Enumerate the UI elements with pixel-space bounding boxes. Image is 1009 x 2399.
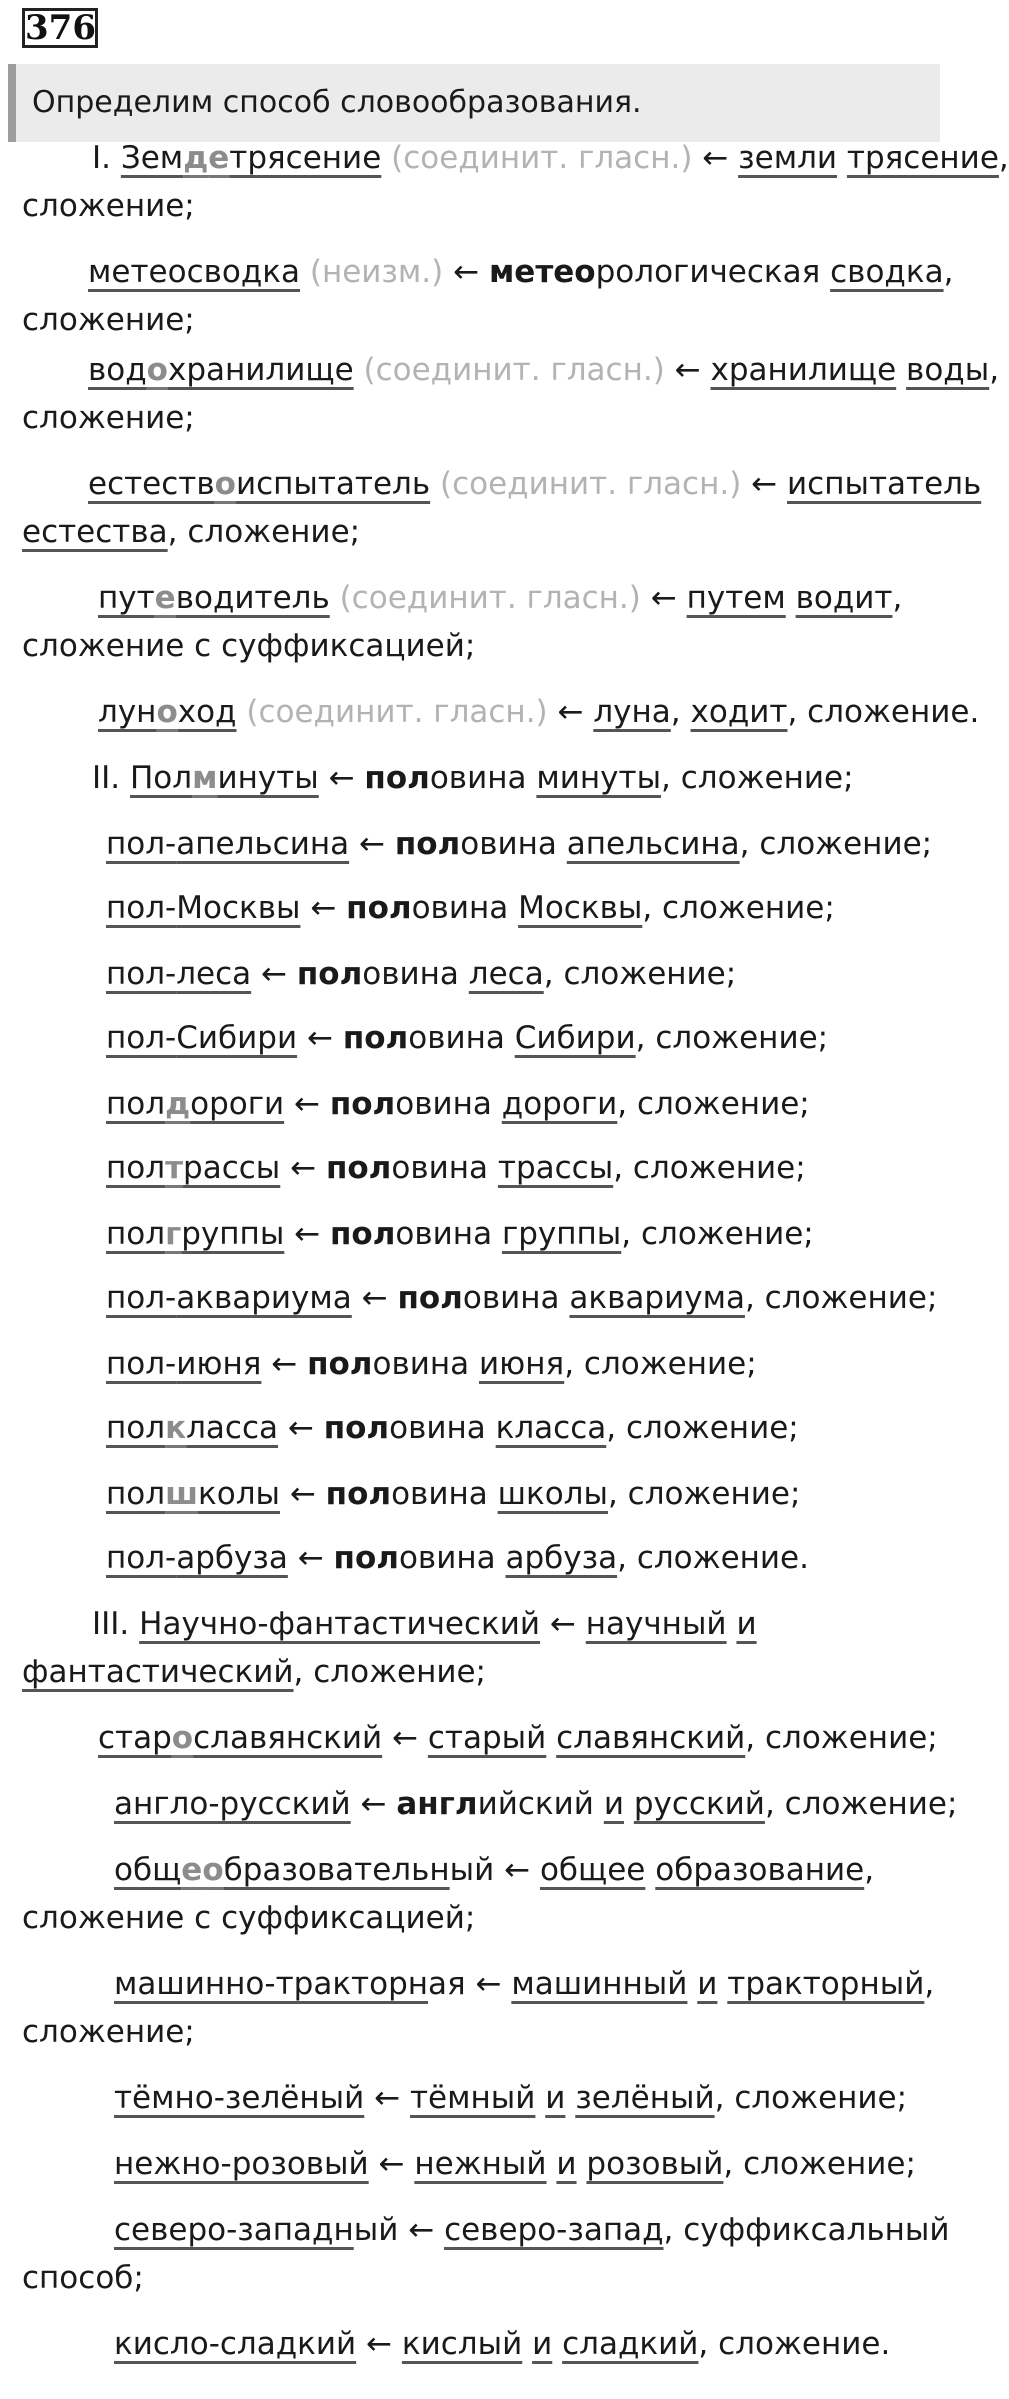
text-segment: и [545,2080,566,2116]
connecting-vowel: о [156,694,178,730]
text-segment: ← [494,1852,540,1888]
text-segment: арбуза [176,1540,288,1576]
text-segment: руппы [181,1216,285,1252]
connecting-vowel: д [165,1086,191,1122]
text-segment: , [989,352,1000,388]
text-segment: Москвы [176,890,301,926]
text-segment: ый [353,2212,399,2248]
text-segment: , сложение; [764,1786,958,1822]
text-segment: ← [702,140,739,176]
text-segment [896,352,906,388]
text-segment: пол [333,1540,399,1576]
text-segment: ← [297,1020,343,1056]
text-segment: , сложение; [617,1086,810,1122]
text-segment: водит [795,580,893,616]
text-segment: ← [351,1280,398,1316]
text-segment: испытатель [235,466,431,502]
text-segment: ← [350,1786,397,1822]
text-segment: ← [287,1540,334,1576]
text-segment: англо-русский [114,1786,351,1822]
text-segment: овина [411,890,519,926]
text-segment: ← [674,352,711,388]
text-segment: хранилище [167,352,354,388]
text-segment: способ; [22,2260,144,2296]
text-segment: апельсина [566,826,740,862]
text-segment: луна [593,694,671,730]
connecting-vowel: т [165,1150,184,1186]
text-segment: пол [106,1410,166,1446]
text-segment: хранилище [710,352,897,388]
text-segment: испытатель [787,466,982,502]
text-segment: пут [98,580,155,616]
text-segment: ← [356,2326,402,2362]
text-segment: пол [323,1410,390,1446]
text-segment: сложение; [22,2014,195,2050]
text-segment: рологическая [595,254,831,290]
task-number-badge: 376 [22,8,98,48]
text-segment: бразовательн [223,1852,450,1888]
text-segment: пол [342,1020,409,1056]
text-segment: , суффиксальный [663,2212,950,2248]
text-segment: пол [296,956,363,992]
text-segment: колы [198,1476,280,1512]
text-line [22,2074,948,2122]
text-line [22,1894,948,1942]
text-line [22,296,948,344]
connecting-vowel: к [165,1410,187,1446]
comment-text: (соединит. гласн.) [381,140,703,176]
text-segment: пол [330,1216,396,1252]
text-segment: северо-западн [114,2212,354,2248]
connecting-vowel: ш [165,1476,198,1512]
text-segment: ходит [690,694,788,730]
comment-text: (неизм.) [300,254,454,290]
text-segment: машинно-тракторн [114,1966,429,2002]
text-segment: Пол [130,760,193,796]
text-line [22,1960,948,2008]
text-segment: общее [539,1852,646,1888]
text-segment: трясение [229,140,382,176]
text-segment: пол- [106,1346,177,1382]
text-segment: розовый [586,2146,724,2182]
connecting-vowel: о [214,466,236,502]
text-segment: англ [396,1786,478,1822]
connecting-vowel: е [154,580,176,616]
text-segment: пол- [106,826,177,862]
text-segment: тёмный [409,2080,536,2116]
text-segment: русский [633,1786,765,1822]
text-segment: , сложение; [564,1346,757,1382]
text-segment: сладкий [562,2326,699,2362]
text-segment: трясение [846,140,999,176]
text-segment: ← [349,826,395,862]
text-segment: аквариума [176,1280,352,1316]
text-segment: арбуза [505,1540,618,1576]
text-segment: овина [460,826,567,862]
text-segment: , сложение. [787,694,980,730]
text-segment [837,140,847,176]
text-segment: , сложение; [714,2080,908,2116]
text-segment: , сложение; [293,1654,486,1690]
text-line [22,248,954,296]
text-segment: овина [429,760,537,796]
text-line [22,346,1000,394]
text-segment: ласса [186,1410,279,1446]
text-segment [727,1606,737,1642]
text-segment: пол [329,1086,396,1122]
text-segment: и [556,2146,577,2182]
text-segment: сложение; [22,400,195,436]
text-segment: сводка [830,254,944,290]
connecting-vowel: е [208,140,230,176]
text-segment: ← [318,760,365,796]
text-segment: сложение с суффиксацией; [22,628,476,664]
text-segment: пол [106,1476,166,1512]
text-line [22,1210,948,1258]
text-segment: леса [176,956,252,992]
connecting-vowel: д [183,140,209,176]
text-segment: кисло-сладкий [114,2326,357,2362]
text-segment: пол- [106,890,177,926]
text-line [22,2008,948,2056]
text-segment: ороги [190,1086,285,1122]
text-line [22,1648,948,1696]
text-segment: Научно-фантастический [139,1606,541,1642]
text-segment: ← [251,956,297,992]
text-segment: фантастический [22,1654,294,1690]
text-segment: пол [307,1346,373,1382]
text-segment: , сложение; [745,1720,938,1756]
text-line [22,134,1009,182]
text-segment: сложение; [22,302,195,338]
text-segment: ← [382,1720,428,1756]
text-segment: дороги [501,1086,618,1122]
text-segment: нежно-розовый [114,2146,369,2182]
text-segment: , сложение; [543,956,737,992]
connecting-vowel: о [202,1852,224,1888]
text-segment [552,2326,562,2362]
text-segment: пол [325,1476,392,1512]
comment-text: (соединит. гласн.) [329,580,651,616]
text-segment: , [998,140,1009,176]
text-line [22,2320,948,2368]
text-segment [624,1786,634,1822]
text-segment: сложение; [22,188,195,224]
text-segment: минуты [536,760,662,796]
text-segment: ← [465,1966,512,2002]
text-line [22,1534,948,1582]
text-segment: группы [501,1216,622,1252]
text-segment: пол- [106,956,177,992]
text-segment: июня [479,1346,565,1382]
text-segment: научный [585,1606,727,1642]
text-segment: пол [325,1150,392,1186]
text-segment: , сложение; [613,1150,806,1186]
text-segment: Сибири [176,1020,298,1056]
text-segment: образование [655,1852,865,1888]
text-segment: ход [177,694,237,730]
text-line [22,688,980,736]
text-line [22,1080,948,1128]
text-segment: , сложение; [744,1280,938,1316]
text-segment: ← [261,1346,308,1382]
text-segment: ← [751,466,788,502]
text-segment: пол- [106,1540,177,1576]
text-segment [522,2326,532,2362]
text-segment: апельсина [176,826,350,862]
text-line [22,820,948,868]
text-segment: пол- [106,1020,177,1056]
text-line [22,2206,948,2254]
text-segment: , сложение; [723,2146,916,2182]
text-segment: ый [449,1852,495,1888]
text-segment: общ [114,1852,182,1888]
text-segment [645,1852,655,1888]
text-segment: и [697,1966,718,2002]
text-segment: , [670,694,691,730]
text-line [22,1404,948,1452]
text-segment: пол [106,1216,166,1252]
text-segment: стар [98,1720,172,1756]
text-line [22,754,948,802]
text-segment: ← [368,2146,415,2182]
text-segment: метео [88,254,187,290]
text-segment: пол- [106,1280,177,1316]
text-segment: пол [394,826,461,862]
connecting-vowel: е [181,1852,203,1888]
connecting-vowel: о [146,352,168,388]
task-header: Определим способ словообразования. [8,64,940,142]
text-segment: Зем [120,140,184,176]
text-segment: Москвы [518,890,643,926]
text-segment: , сложение. [698,2326,891,2362]
text-segment: пол [106,1086,166,1122]
text-segment: зелёный [575,2080,715,2116]
text-line [22,1274,948,1322]
text-segment: пол [364,760,430,796]
text-segment: I. [92,140,121,176]
text-line [22,508,948,556]
text-segment [547,2146,557,2182]
text-segment: аквариума [569,1280,745,1316]
text-segment: ← [280,1150,326,1186]
text-line [22,1340,948,1388]
text-segment [577,2146,587,2182]
text-line [22,1600,948,1648]
text-segment: и [736,1606,757,1642]
text-segment: , [924,1966,935,2002]
text-line [22,1714,948,1762]
text-segment: трассы [497,1150,614,1186]
text-segment: и [603,1786,624,1822]
text-segment: метео [488,254,596,290]
text-line [22,1144,948,1192]
text-segment: леса [468,956,544,992]
text-segment: ийский [477,1786,604,1822]
text-line [22,460,982,508]
comment-text: (соединит. гласн.) [236,694,558,730]
text-segment: класса [495,1410,607,1446]
text-segment: , сложение; [167,514,361,550]
text-segment: овина [372,1346,480,1382]
text-segment: июня [176,1346,262,1382]
text-segment: пол [106,1150,166,1186]
text-segment: овина [408,1020,515,1056]
text-segment: II. [92,760,130,796]
text-line [22,574,948,622]
text-line [22,394,948,442]
text-segment: естеств [88,466,215,502]
text-segment: водитель [175,580,330,616]
text-segment: III. [92,1606,140,1642]
text-segment: ← [398,2212,445,2248]
text-segment: , сложение. [617,1540,809,1576]
text-segment: тракторный [727,1966,925,2002]
text-segment: вод [88,352,147,388]
connecting-vowel: о [171,1720,194,1756]
text-segment: пол [397,1280,463,1316]
text-line [22,950,948,998]
text-line [22,1780,958,1828]
text-line [22,2140,948,2188]
text-segment [535,2080,545,2116]
text-segment: и [532,2326,553,2362]
text-segment: , сложение; [642,890,835,926]
text-segment: лун [98,694,157,730]
text-segment [786,580,796,616]
text-segment [546,1720,556,1756]
text-segment: нежный [414,2146,547,2182]
text-segment: северо-запад [444,2212,664,2248]
text-segment: сводка [186,254,300,290]
text-segment: сложение с суффиксацией; [22,1900,476,1936]
text-segment: , [864,1852,875,1888]
text-segment: тёмно-зелёный [114,2080,365,2116]
text-segment: Сибири [514,1020,636,1056]
text-segment [687,1966,697,2002]
text-segment: овина [462,1280,570,1316]
text-segment [565,2080,575,2116]
text-line [22,622,948,670]
text-segment: пол [346,890,412,926]
text-line [22,1470,948,1518]
comment-text: (соединит. гласн.) [430,466,752,502]
text-segment: земли [738,140,838,176]
text-segment: рассы [183,1150,281,1186]
text-segment: школы [497,1476,608,1512]
text-segment: путем [686,580,786,616]
text-segment: овина [398,1540,506,1576]
text-segment: овина [391,1150,498,1186]
text-segment: , сложение; [607,1476,801,1512]
text-segment: кислый [401,2326,523,2362]
text-segment: старый [427,1720,547,1756]
text-segment: ← [284,1086,330,1122]
text-segment: овина [395,1086,502,1122]
text-segment: воды [906,352,990,388]
text-segment: , [892,580,903,616]
text-segment: , сложение; [621,1216,814,1252]
text-segment: ← [364,2080,410,2116]
text-segment: овина [389,1410,496,1446]
text-segment: , сложение; [661,760,854,796]
connecting-vowel: г [165,1216,182,1252]
text-segment: ← [278,1410,324,1446]
text-segment: славянский [193,1720,383,1756]
text-segment: овина [362,956,469,992]
text-line [22,2254,948,2302]
text-segment: машинный [511,1966,688,2002]
text-line [22,1846,948,1894]
text-segment: ← [453,254,489,290]
text-segment: ← [557,694,594,730]
text-segment [717,1966,727,2002]
text-segment: овина [395,1216,502,1252]
text-segment: овина [391,1476,498,1512]
text-segment: ← [300,890,347,926]
text-segment: ая [428,1966,466,2002]
connecting-vowel: м [192,760,218,796]
text-line [22,884,948,932]
text-segment: славянский [556,1720,746,1756]
text-segment: , сложение; [739,826,933,862]
text-segment: ← [650,580,687,616]
text-segment: , сложение; [635,1020,829,1056]
text-segment: естества [22,514,168,550]
text-segment: ← [279,1476,326,1512]
text-segment: , сложение; [606,1410,799,1446]
comment-text: (соединит. гласн.) [353,352,675,388]
text-segment: ← [540,1606,586,1642]
text-line [22,182,948,230]
text-line [22,1014,948,1062]
text-segment: ← [284,1216,330,1252]
text-segment: инуты [217,760,319,796]
text-segment: , [943,254,954,290]
